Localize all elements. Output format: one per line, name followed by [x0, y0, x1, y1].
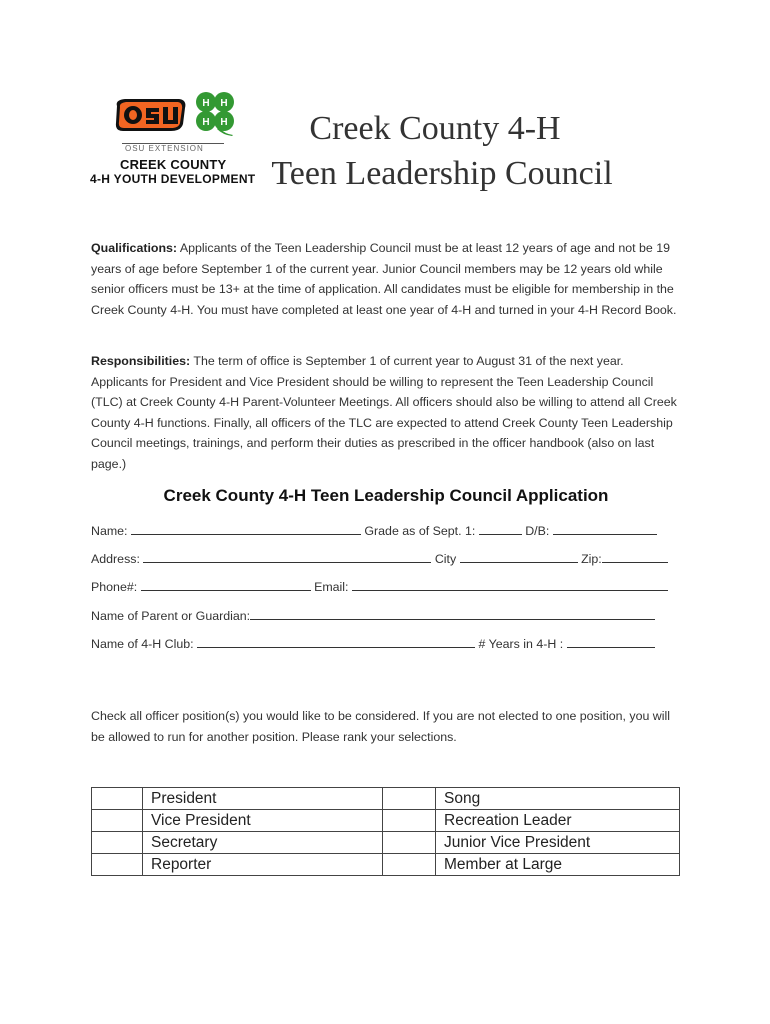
position-label: Member at Large: [436, 854, 680, 876]
email-field[interactable]: [352, 578, 668, 591]
form-row-name: [91, 522, 657, 540]
zip-label: Zip:: [581, 552, 602, 566]
rank-box[interactable]: [383, 854, 436, 876]
logo-extension-text: OSU EXTENSION: [125, 144, 204, 153]
position-label: Song: [436, 788, 680, 810]
years-field[interactable]: [567, 635, 655, 648]
qualifications-label: Qualifications:: [91, 241, 178, 255]
name-label: Name:: [91, 524, 128, 538]
years-label: # Years in 4-H :: [478, 637, 564, 651]
position-label: Vice President: [143, 810, 383, 832]
position-label: President: [143, 788, 383, 810]
rank-box[interactable]: [92, 832, 143, 854]
logo-county-text: CREEK COUNTY: [120, 157, 227, 172]
table-row: [92, 854, 680, 876]
grade-label: Grade as of Sept. 1:: [364, 524, 476, 538]
osu-logo-icon: [113, 96, 189, 134]
address-field[interactable]: [143, 550, 431, 563]
form-row-parent: [91, 607, 655, 625]
phone-label: Phone#:: [91, 580, 138, 594]
responsibilities-label: Responsibilities:: [91, 354, 191, 368]
table-row: [92, 810, 680, 832]
officer-positions-table: [91, 787, 680, 876]
qualifications-text: Applicants of the Teen Leadership Council must be at least 12 years of age and not be 19 years of age before September 1 of the current year. Junior Council members may be 12 years old while senior officers must be 13+ at the time of application. All candidates must be eligible for membership in the Creek County 4-H. You must have completed at least one year of 4-H and turned in your 4-H Record Book.: [91, 241, 677, 317]
position-label: Junior Vice President: [436, 832, 680, 854]
zip-field[interactable]: [602, 550, 668, 563]
form-row-address: [91, 550, 668, 568]
dob-label: D/B:: [525, 524, 550, 538]
club-field[interactable]: [197, 635, 475, 648]
club-label: Name of 4-H Club:: [91, 637, 194, 651]
rank-box[interactable]: [383, 788, 436, 810]
position-label: Secretary: [143, 832, 383, 854]
form-row-club: [91, 635, 655, 653]
position-label: Reporter: [143, 854, 383, 876]
svg-text:H: H: [202, 98, 210, 109]
email-label: Email:: [314, 580, 349, 594]
city-field[interactable]: [460, 550, 578, 563]
rank-box[interactable]: [92, 854, 143, 876]
rank-box[interactable]: [92, 810, 143, 832]
page-title-line2: Teen Leadership Council: [271, 155, 613, 192]
rank-box[interactable]: [92, 788, 143, 810]
table-row: [92, 788, 680, 810]
responsibilities-text: The term of office is September 1 of current year to August 31 of the next year. Applicants for President and Vice President should be willing to represent the Teen Leadership Council (TLC) at Creek County 4-H Parent-Volunteer Meetings. All officers should also be willing to attend all Creek County 4-H functions. Finally, all officers of the TLC are expected to attend Creek County Teen Leadership Council meetings, trainings, and perform their duties as prescribed in the officer handbook (also on last page.): [91, 354, 677, 471]
svg-text:H: H: [202, 117, 210, 128]
rank-box[interactable]: [383, 832, 436, 854]
phone-field[interactable]: [141, 578, 311, 591]
svg-text:H: H: [220, 98, 228, 109]
city-label: City: [434, 552, 457, 566]
logo-program-text: 4-H YOUTH DEVELOPMENT: [90, 172, 256, 186]
svg-text:H: H: [220, 117, 228, 128]
rank-box[interactable]: [383, 810, 436, 832]
page-title-line1: Creek County 4-H: [309, 110, 561, 147]
parent-label: Name of Parent or Guardian:: [91, 609, 251, 623]
qualifications-paragraph: [91, 238, 681, 320]
check-instructions: Check all officer position(s) you would like to be considered. If you are not elected to one position, you will be allowed to run for another position. Please rank your selections.: [91, 709, 671, 744]
name-field[interactable]: [131, 522, 361, 535]
four-h-clover-icon: [193, 90, 237, 136]
position-label: Recreation Leader: [436, 810, 680, 832]
address-label: Address:: [91, 552, 140, 566]
parent-field[interactable]: [250, 607, 655, 620]
dob-field[interactable]: [553, 522, 657, 535]
responsibilities-paragraph: [91, 351, 681, 474]
form-row-phone: [91, 578, 668, 596]
grade-field[interactable]: [479, 522, 522, 535]
application-title: Creek County 4-H Teen Leadership Council Application: [163, 486, 609, 505]
table-row: [92, 832, 680, 854]
